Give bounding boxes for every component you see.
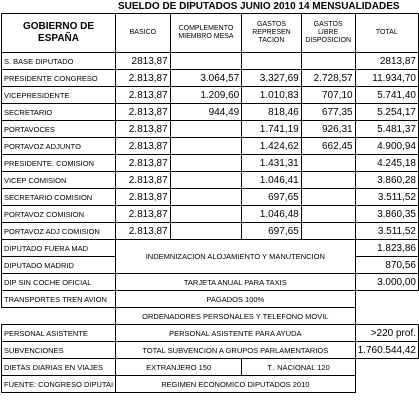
table-row <box>2 291 419 308</box>
table-row <box>2 138 419 155</box>
table-row <box>2 104 419 121</box>
pagados-cell: PAGADOS 100% <box>116 291 356 308</box>
org-header: GOBIERNO DE ESPAÑA <box>2 14 116 53</box>
row-label: VICEP COMISION <box>2 172 116 189</box>
row-label: PORTAVOZ ADJUNTO <box>2 138 116 155</box>
total-cell: 11.934,70 <box>355 70 418 87</box>
nacional-cell: T.. NACIONAL 120 <box>242 359 355 376</box>
representacion-cell: 3.327,69 <box>242 70 301 87</box>
total-cell: 3.511,52 <box>355 189 418 206</box>
representacion-cell <box>242 53 301 70</box>
table-row <box>2 325 419 342</box>
row-label: PORTAVOZ COMISION <box>2 206 116 223</box>
header-row <box>2 14 419 53</box>
libre-cell <box>301 172 355 189</box>
libre-cell: 707,10 <box>301 87 355 104</box>
total-cell: 3.860,28 <box>355 172 418 189</box>
row-label: DIPUTADO MADRID <box>2 257 116 274</box>
representacion-cell: 697,65 <box>242 223 301 240</box>
row-label: FUENTE: CONGRESO DIPUTAI <box>2 376 116 393</box>
extranjero-cell: EXTRANJERO 150 <box>116 359 242 376</box>
row-label: SUBVENCIONES <box>2 342 116 359</box>
row-label: SECRETARIO <box>2 104 116 121</box>
row-label: PORTAVOCES <box>2 121 116 138</box>
taxis-cell: TARJETA ANUAL PARA TAXIS <box>116 274 356 291</box>
fuera-value: 1.823,86 <box>355 240 418 257</box>
complemento-cell <box>170 138 242 155</box>
complemento-cell <box>170 121 242 138</box>
row-label: DIPUTADO FUERA MAD <box>2 240 116 257</box>
representacion-cell: 1.741,19 <box>242 121 301 138</box>
libre-cell: 2.728,57 <box>301 70 355 87</box>
representacion-cell: 1.046,48 <box>242 206 301 223</box>
total-cell: 5.481,37 <box>355 121 418 138</box>
col-header-complemento: COMPLEMENTO MIEMBRO MESA <box>170 14 242 53</box>
complemento-cell <box>170 53 242 70</box>
col-header-representacion: GASTOS REPRESEN TACION <box>242 14 301 53</box>
complemento-cell <box>170 172 242 189</box>
row-label: TRANSPORTES TREN AVION <box>2 291 116 308</box>
table-row <box>2 155 419 172</box>
total-cell: 4.900,94 <box>355 138 418 155</box>
table-row <box>2 206 419 223</box>
basico-cell: 2.813,87 <box>116 172 171 189</box>
basico-cell: 2813,87 <box>116 53 171 70</box>
basico-cell: 2.813,87 <box>116 138 171 155</box>
row-label: PORTAVOZ ADJ COMISION <box>2 223 116 240</box>
table-row <box>2 189 419 206</box>
row-label: DIETAS DIARIAS EN VIAJES <box>2 359 116 376</box>
complemento-cell <box>170 206 242 223</box>
table-row <box>2 240 419 257</box>
basico-cell: 2.813,87 <box>116 206 171 223</box>
col-header-total: TOTAL <box>355 14 418 53</box>
basico-cell: 2.813,87 <box>116 223 171 240</box>
table-row <box>2 172 419 189</box>
row-label: S. BASE DIPUTADO <box>2 53 116 70</box>
table-row <box>2 359 419 376</box>
salary-table <box>1 13 419 393</box>
total-cell: 5.254,17 <box>355 104 418 121</box>
representacion-cell: 1.424,62 <box>242 138 301 155</box>
total-cell: 3.860,35 <box>355 206 418 223</box>
total-cell: 4.245,18 <box>355 155 418 172</box>
libre-cell: 677,35 <box>301 104 355 121</box>
libre-cell: 662,45 <box>301 138 355 155</box>
total-cell: 5.741,40 <box>355 87 418 104</box>
table-row <box>2 274 419 291</box>
complemento-cell <box>170 155 242 172</box>
basico-cell: 2.813,87 <box>116 104 171 121</box>
total-cell: 3.511,52 <box>355 223 418 240</box>
representacion-cell: 1.010,83 <box>242 87 301 104</box>
representacion-cell: 1.046,41 <box>242 172 301 189</box>
complemento-cell <box>170 223 242 240</box>
col-header-basico: BASICO <box>116 14 171 53</box>
complemento-cell: 1.209,60 <box>170 87 242 104</box>
complemento-cell: 3.064,57 <box>170 70 242 87</box>
asistente-cell: PERSONAL ASISTENTE PARA AYUDA <box>116 325 356 342</box>
basico-cell: 2.813,87 <box>116 87 171 104</box>
row-label: PERSONAL ASISTENTE <box>2 325 116 342</box>
complemento-cell <box>170 189 242 206</box>
libre-cell: 926,31 <box>301 121 355 138</box>
table-row <box>2 223 419 240</box>
libre-cell <box>301 155 355 172</box>
subvencion-cell: TOTAL SUBVENCION A GRUPOS PARLAMENTARIOS <box>116 342 356 359</box>
basico-cell: 2.813,87 <box>116 189 171 206</box>
table-row <box>2 342 419 359</box>
table-row <box>2 53 419 70</box>
row-label: VICEPRESIDENTE <box>2 87 116 104</box>
col-header-libre: GASTOS LIBRE DISPOSICION <box>301 14 355 53</box>
page-title: SUELDO DE DIPUTADOS JUNIO 2010 14 MENSUALIDADES <box>118 1 400 12</box>
table-row <box>2 121 419 138</box>
libre-cell <box>301 53 355 70</box>
row-label: PRESIDENTE. COMISION <box>2 155 116 172</box>
basico-cell: 2.813,87 <box>116 70 171 87</box>
libre-cell <box>301 206 355 223</box>
asistente-value: >220 prof. <box>355 325 418 342</box>
table-row <box>2 376 419 393</box>
representacion-cell: 697,65 <box>242 189 301 206</box>
row-label: DIP SIN COCHE OFICIAL <box>2 274 116 291</box>
representacion-cell: 818,46 <box>242 104 301 121</box>
complemento-cell: 944,49 <box>170 104 242 121</box>
row-label: PRESIDENTE CONGRESO <box>2 70 116 87</box>
table-row <box>2 70 419 87</box>
libre-cell <box>301 223 355 240</box>
subvencion-value: 1.760.544,42 <box>355 342 418 359</box>
table-row <box>2 87 419 104</box>
representacion-cell: 1.431,31 <box>242 155 301 172</box>
ordenadores-cell: ORDENADORES PERSONALES Y TELEFONO MOVIL <box>116 308 356 325</box>
total-cell: 2813,87 <box>355 53 418 70</box>
basico-cell: 2.813,87 <box>116 155 171 172</box>
basico-cell: 2.813,87 <box>116 121 171 138</box>
indemnizacion-cell: INDEMNIZACION ALOJAMIENTO Y MANUTENCION <box>116 240 356 274</box>
row-label: SECRETARIO COMISION <box>2 189 116 206</box>
table-row <box>2 308 419 325</box>
taxis-value: 3.000,00 <box>355 274 418 291</box>
regimen-cell: REGIMEN ECONOMICO DIPUTADOS 2010 <box>116 376 356 393</box>
libre-cell <box>301 189 355 206</box>
madrid-value: 870,56 <box>355 257 418 274</box>
